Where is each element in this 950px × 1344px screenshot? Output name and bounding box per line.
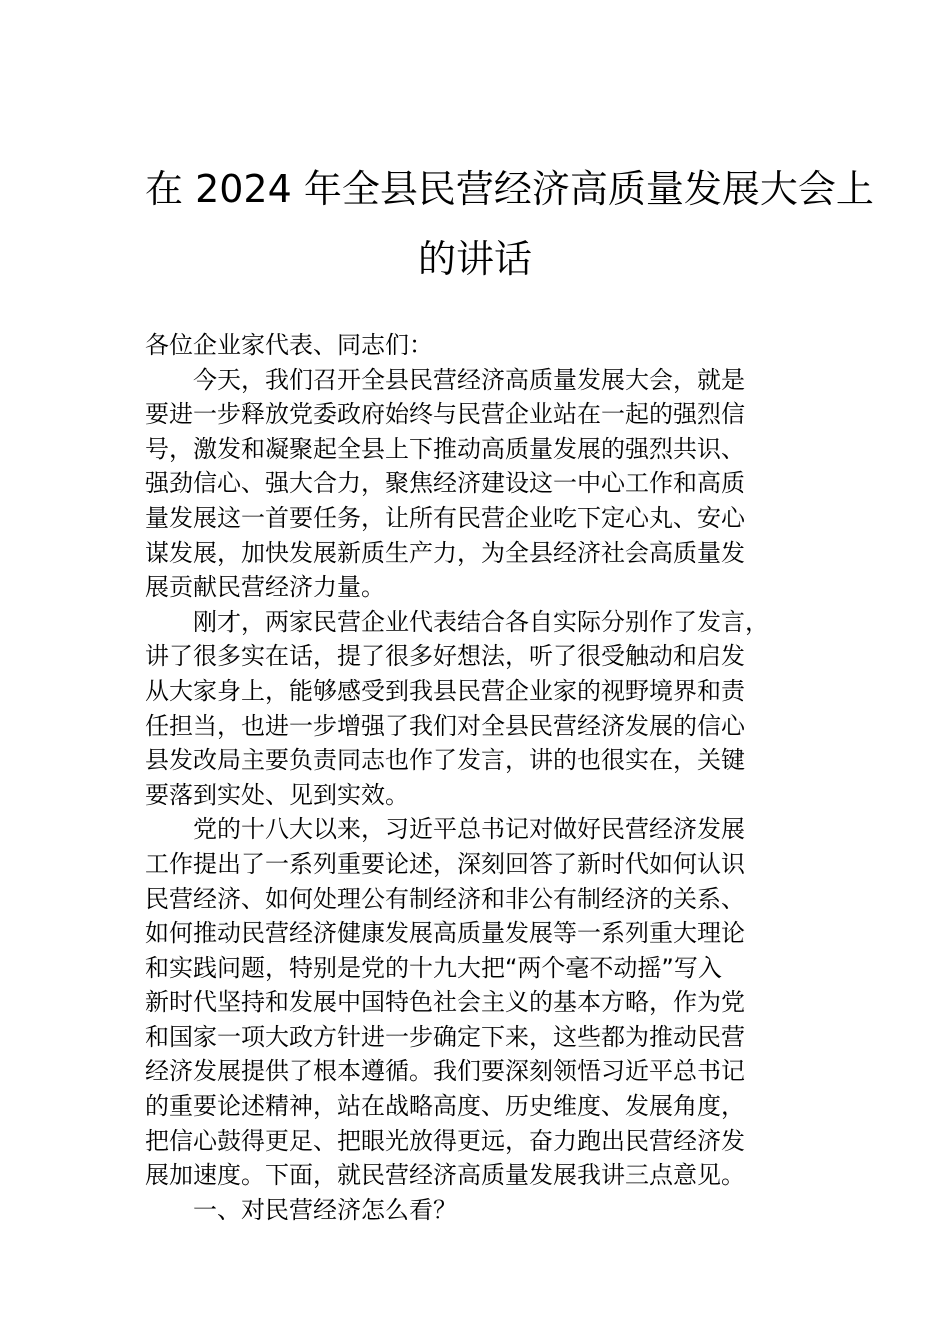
paragraph-line: 号，激发和凝聚起全县上下推动高质量发展的强烈共识、 — [145, 434, 745, 463]
document-title-line-2: 的讲话 — [417, 237, 532, 281]
document-body — [145, 328, 813, 1227]
paragraph-line: 县发改局主要负责同志也作了发言，讲的也很实在，关键 — [145, 746, 745, 775]
paragraph-line: 展贡献民营经济力量。 — [145, 573, 385, 602]
paragraph-line: 谋发展，加快发展新质生产力，为全县经济社会高质量发 — [145, 538, 745, 567]
paragraph-line: 今天，我们召开全县民营经济高质量发展大会，就是 — [193, 365, 745, 394]
paragraph-line: 的重要论述精神，站在战略高度、历史维度、发展角度， — [145, 1092, 745, 1121]
paragraph-1 — [145, 363, 813, 605]
paragraph-line: 经济发展提供了根本遵循。我们要深刻领悟习近平总书记 — [145, 1057, 745, 1086]
paragraph-line: 强劲信心、强大合力，聚焦经济建设这一中心工作和高质 — [145, 469, 745, 498]
paragraph-line: 把信心鼓得更足、把眼光放得更远，奋力跑出民营经济发 — [145, 1126, 745, 1155]
paragraph-line: 要进一步释放党委政府始终与民营企业站在一起的强烈信 — [145, 400, 745, 429]
paragraph-line: 工作提出了一系列重要论述，深刻回答了新时代如何认识 — [145, 849, 745, 878]
paragraph-line: 党的十八大以来，习近平总书记对做好民营经济发展 — [193, 815, 745, 844]
paragraph-line: 从大家身上，能够感受到我县民营企业家的视野境界和责 — [145, 676, 745, 705]
paragraph-line: 刚才，两家民营企业代表结合各自实际分别作了发言， — [193, 607, 769, 636]
paragraph-line: 展加速度。下面，就民营经济高质量发展我讲三点意见。 — [145, 1161, 745, 1190]
paragraph-line: 要落到实处、见到实效。 — [145, 780, 409, 809]
paragraph-line: 量发展这一首要任务，让所有民营企业吃下定心丸、安心 — [145, 503, 745, 532]
paragraph-line: 讲了很多实在话，提了很多好想法，听了很受触动和启发 — [145, 642, 745, 671]
salutation: 各位企业家代表、同志们： — [145, 331, 433, 359]
paragraph-line: 民营经济、如何处理公有制经济和非公有制经济的关系、 — [145, 884, 745, 913]
paragraph-line: 任担当，也进一步增强了我们对全县民营经济发展的信心 — [145, 711, 745, 740]
paragraph-line: 和国家一项大政方针进一步确定下来，这些都为推动民营 — [145, 1022, 745, 1051]
section-heading: 一、对民营经济怎么看？ — [193, 1195, 457, 1224]
document-title-line-1: 在 2024 年全县民营经济高质量发展大会上 — [145, 167, 874, 211]
paragraph-line: 如何推动民营经济健康发展高质量发展等一系列重大理论 — [145, 919, 745, 948]
paragraph-line: 新时代坚持和发展中国特色社会主义的基本方略，作为党 — [145, 988, 745, 1017]
paragraph-3 — [145, 812, 813, 1193]
paragraph-2 — [145, 605, 813, 813]
paragraph-line: 和实践问题，特别是党的十九大把“两个毫不动摇”写入 — [145, 953, 722, 982]
